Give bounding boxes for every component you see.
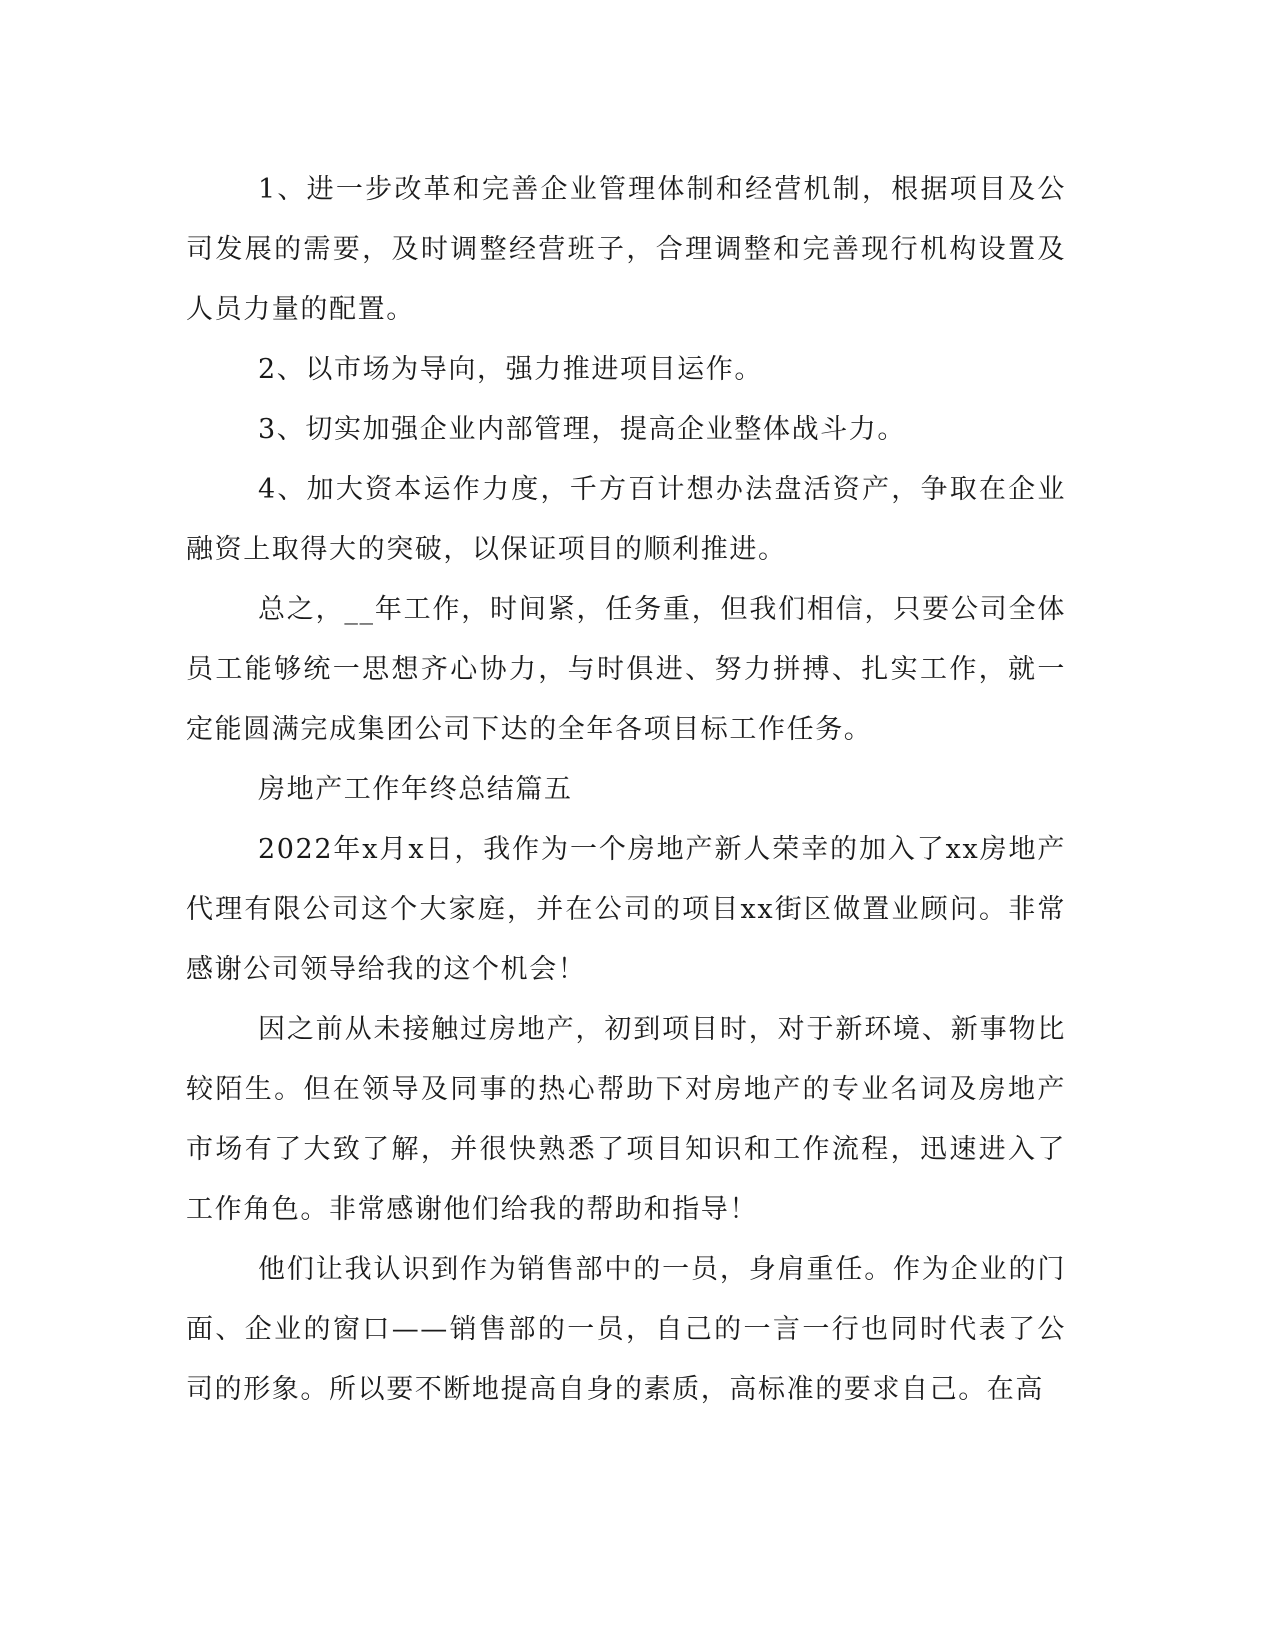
section-heading: 房地产工作年终总结篇五 xyxy=(258,774,573,805)
paragraph-item-3: 3、切实加强企业内部管理，提高企业整体战斗力。 xyxy=(258,414,906,445)
document-body xyxy=(186,160,1066,1420)
paragraph-item-1: 1、进一步改革和完善企业管理体制和经营机制，根据项目及公司发展的需要，及时调整经营班子，合理调整和完善现行机构设置及人员力量的配置。 xyxy=(186,174,1066,325)
paragraph-item-4: 4、加大资本运作力度，千方百计想办法盘活资产，争取在企业融资上取得大的突破，以保证项目的顺利推进。 xyxy=(186,474,1066,565)
paragraph-experience: 因之前从未接触过房地产，初到项目时，对于新环境、新事物比较陌生。但在领导及同事的热心帮助下对房地产的专业名词及房地产市场有了大致了解，并很快熟悉了项目知识和工作流程，迅速进入了工作角色。非常感谢他们给我的帮助和指导！ xyxy=(186,1014,1066,1225)
paragraph-responsibility: 他们让我认识到作为销售部中的一员，身肩重任。作为企业的门面、企业的窗口——销售部的一员，自己的一言一行也同时代表了公司的形象。所以要不断地提高自身的素质，高标准的要求自己。在高 xyxy=(186,1254,1066,1405)
paragraph-conclusion: 总之，__年工作，时间紧，任务重，但我们相信，只要公司全体员工能够统一思想齐心协力，与时俱进、努力拼搏、扎实工作，就一定能圆满完成集团公司下达的全年各项目标工作任务。 xyxy=(186,594,1066,745)
paragraph-intro: 2022年x月x日，我作为一个房地产新人荣幸的加入了xx房地产代理有限公司这个大家庭，并在公司的项目xx街区做置业顾问。非常感谢公司领导给我的这个机会！ xyxy=(186,834,1066,985)
paragraph-item-2: 2、以市场为导向，强力推进项目运作。 xyxy=(258,354,763,385)
